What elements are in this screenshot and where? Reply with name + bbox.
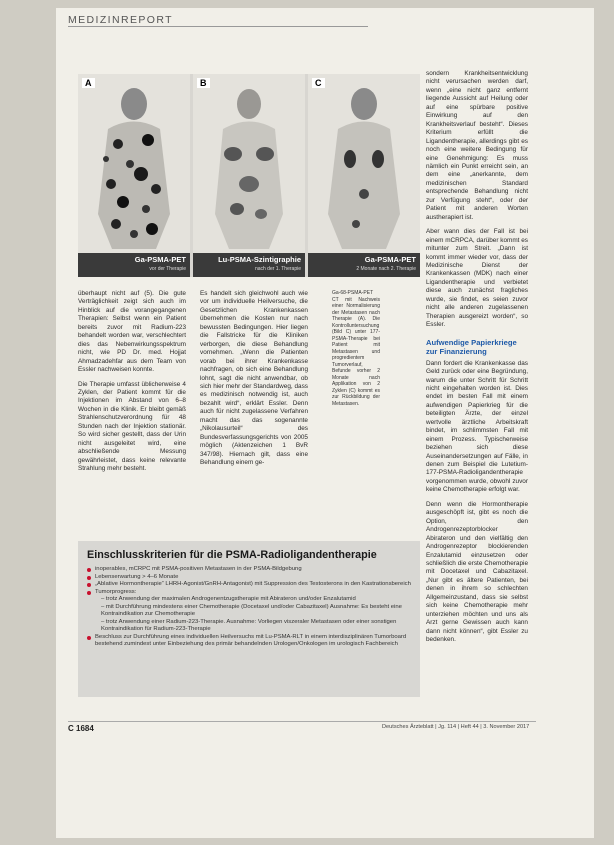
figure-caption — [332, 290, 380, 407]
paragraph: Aber wann dies der Fall ist bei einem mCRPCA, darüber kommt es mitunter zum Streit. „Dann ist kommt immer wieder vor, dass der Medizinische Dienst der Krankenkassen (MDK) nach einer Ligandentherapie und verbietet diese auch zunächst fragliches wurde, sie findet, es seien zuvor nicht alle anderen zugelassenen Therapien ausgereizt worden“, so Essler. — [426, 228, 528, 329]
figure-panel-b — [193, 74, 305, 277]
criteria-box — [78, 541, 420, 697]
header-rule — [68, 26, 368, 27]
panel-title: Ga-PSMA-PET — [364, 255, 416, 264]
criteria-item: inoperables, mCRPC mit PSMA-positiven Metastasen in der PSMA-Bildgebung — [87, 566, 411, 574]
panel-subtitle: 2 Monate nach 2. Therapie — [356, 266, 416, 272]
panel-letter: B — [197, 78, 210, 88]
panel-title: Ga-PSMA-PET — [134, 255, 186, 264]
figure-panel-a — [78, 74, 190, 277]
criteria-item: „Ablative Hormontherapie“ LHRH-Agonist/GnRH-Antagonist) mit Suppression des Testosterons in den Kastrationsbereich — [87, 581, 411, 589]
scan-image-a — [78, 74, 190, 277]
scan-image-b — [193, 74, 305, 277]
paragraph: überhaupt nicht auf (5). Die gute Verträglichkeit zeigt sich auch im Hinblick auf die vorangegangenen Therapien: Selbst wenn ein Patient bereits zuvor mit Radium-223 behandelt worden war, verschlechtert dies das Nebenwirkungsspektrum nicht, wie PD Dr. med. Hojjat Ahmadzadehfar aus dem Team von Essler nachweisen konnte. — [78, 290, 186, 374]
paragraph: Es handelt sich gleichwohl auch wie vor um individuelle Heilversuche, die Gesetzlichen Krankenkassen übernehmen die Kosten nur nach bewussten Bedingungen. Hier liegen die Fallstricke für die Kliniken verborgen, die diese Behandlung vornehmen. „Wenn die Patienten vorab bei ihrer Krankenkasse nachfragen, ob sich eine Behandlung lohnt, sagt die nicht anwendbar, ob sich hier mehr der Standardweg, dass es medizinisch notwendig ist, auch bezahlt wird“, erklärt Essler. Denn auch für nicht zugelassene Verfahren macht das das sogenannte „Nikolausurteil“ des Bundesverfassungsgerichts von 2005 möglich (Aktenzeichen 1 BvR 347/98). Hiernach gilt, dass eine Behandlung einem ge- — [200, 290, 308, 467]
panel-caption — [308, 253, 420, 277]
panel-subtitle: nach der 1. Therapie — [254, 266, 301, 272]
criteria-item: Tumorprogress: — [87, 589, 411, 597]
figure-panel-c — [308, 74, 420, 277]
panel-title: Lu-PSMA-Szintigraphie — [218, 255, 301, 264]
criteria-title: Einschlusskriterien für die PSMA-Radioligandentherapie — [87, 549, 377, 561]
paragraph: Dann fordert die Krankenkasse das Geld zurück oder eine Begründung, warum die unter Schritt für Schritt nicht eingehalten worden ist. Dies endet im besten Fall mit einem aufwendigen Papierkrieg für die beteiligten Ärzte, der einzel wertvolle ärztliche Arbeitskraft bindet, im schlimmsten Fall mit einem Prozess. Typischerweise beziehen sich diese Auseinandersetzungen auf Fälle, in denen zum Beispiel die Lutetium-177-PSMA-Radioligandentherapie vorgenommen wurde, obwohl zuvor keine Chemotherapie erfolgt war. — [426, 359, 528, 494]
caption-text: Ga-68-PSMA-PET CT mit Nachweis einer Normalisierung der Metastasen nach Therapie (A). Die Kontrolluntersuchung (Bild C) unter 177-PSMA-Therapie bei Patient mit Metastasen und progredientem Tumorverlauf, Befunde vorher 2 Monate nach Applikation von 2 Zyklen (C) kommt es zur Rückbildung der Metastasen. — [332, 290, 380, 407]
scan-image-c — [308, 74, 420, 277]
criteria-list — [87, 566, 411, 649]
article-column-3 — [426, 70, 528, 645]
figure-pet-images — [78, 74, 420, 277]
paragraph: Die Therapie umfasst üblicherweise 4 Zyklen, der Patient kommt für die Injektionen im Abstand von 6–8 Wochen in die Klinik. Er bleibt gemäß Strahlenschutzverordnung für 48 Stunden nach der Injektion stationär. So wird sicher gestellt, dass der Urin nicht ausgeleitet wird, eine abschließende Messung gewährleistet, dass keine relevante Strahlung mehr besteht. — [78, 380, 186, 473]
panel-subtitle: vor der Therapie — [149, 266, 186, 272]
footer-rule — [68, 721, 536, 722]
article-column-2 — [200, 290, 308, 468]
article-column-1 — [78, 290, 186, 474]
criteria-item: Beschluss zur Durchführung eines individuellen Heilversuchs mit Lu-PSMA-RLT in einem interdisziplinären Tumorboard bestehend zumindest unter Einbeziehung des primär behandelnden Urologen/Onkologen im urologisch Fachbereich — [87, 634, 411, 649]
paragraph: Denn wenn die Hormontherapie ausgeschöpft ist, gibt es noch die Option, den Androgenrezeptorblocker Abirateron und den vielfältig den Androgenrezeptor blockierenden Enzalutamid einzusetzen oder schließlich die erste Chemotherapie mit Docetaxel und Cabazitaxel. „Nur gibt es ältere Patienten, bei denen in ihrem so schlechten Allgemeinzustand, dass sie selbst sich keine Chemotherapie mehr unterziehen möchten und uns als Arzt gerne Gewissen auch kann dann nicht können“, gibt Essler zu bedenken. — [426, 500, 528, 644]
section-heading: Aufwendige Papierkriege zur Finanzierung — [426, 337, 517, 356]
criteria-subitem: – mit Durchführung mindestens einer Chemotherapie (Docetaxel und/oder Cabazitaxel) Ausnahme: Es besteht eine Kontraindikation zur Chemotherapie — [101, 603, 402, 617]
panel-caption — [78, 253, 190, 277]
paragraph: sondern Krankheitsentwicklung nicht verursachen werden darf, wenn „eine nicht ganz entfernt liegende Aussicht auf Heilung oder auf eine spürbare positive Einwirkung auf den Krankheitsverlauf besteht“. Dieses Kriterium erfüllt die Ligandentherapie, allerdings gibt es noch eine weitere Bedingung für eine Genehmigung: Es muss nämlich ein Punkt erreicht sein, an dem eine „anerkannte, dem medizinischen Standard entsprechende Behandlung nicht zur Verfügung steht“, oder der Patient mit anderen Worten austherapiert ist. — [426, 70, 528, 221]
criteria-subitem: – trotz Anwendung der maximalen Androgenentzugstherapie mit Abirateron und/oder Enzalutamid — [101, 596, 356, 602]
section-header: MEDIZINREPORT — [68, 14, 173, 26]
panel-caption — [193, 253, 305, 277]
panel-letter: A — [82, 78, 95, 88]
criteria-subitem: – trotz Anwendung einer Radium-223-Therapie. Ausnahme: Vorliegen viszeraler Metastasen oder einer sonstigen Kontraindikation für Radium-223-Therapie — [101, 618, 397, 632]
panel-letter: C — [312, 78, 325, 88]
journal-citation: Deutsches Ärzteblatt | Jg. 114 | Heft 44 | 3. November 2017 — [382, 724, 530, 730]
page-number: C 1684 — [68, 724, 94, 733]
criteria-item: Lebenserwartung > 4–6 Monate — [87, 574, 411, 582]
